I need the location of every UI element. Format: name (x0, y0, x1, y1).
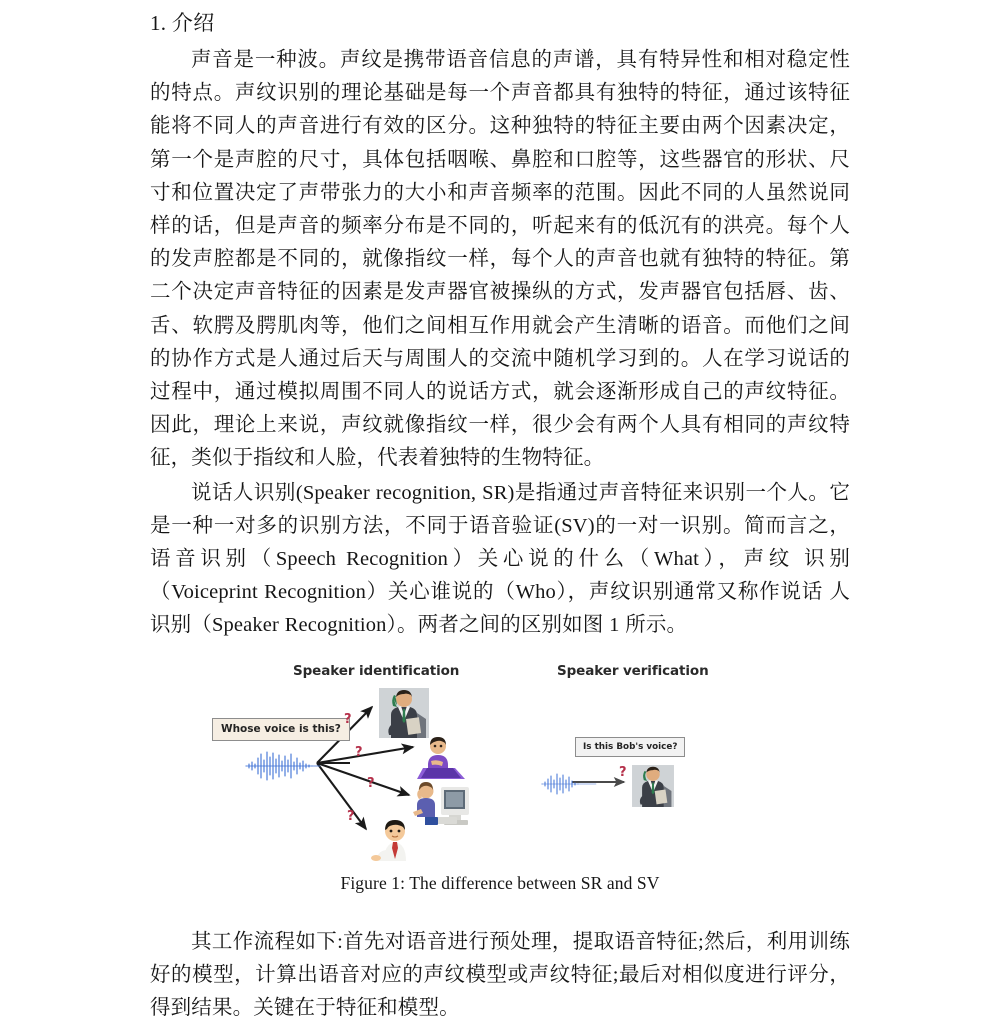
paragraph-2: 说话人识别(Speaker recognition, SR)是指通过声音特征来识别一个人。它是一种一对多的识别方法，不同于语音验证(SV)的一对一识别。简而言之，语音识别（Speech Recognition）关心说的什么（What），声纹 识别（Voiceprint Recognition）关心谁说的（Who），声纹识别通常又称作说话 人识别（Speaker Recognition）。两者之间的区别如图 1 所示。 (150, 481, 850, 637)
right-panel-title: Speaker verification (557, 662, 709, 679)
person-businessman-phone-icon (373, 685, 435, 741)
figure-1 (150, 657, 850, 896)
figure-canvas (200, 657, 800, 862)
right-panel-callout: Is this Bob's voice? (575, 737, 685, 757)
paragraph-1: 声音是一种波。声纹是携带语音信息的声谱，具有特异性和相对稳定性的特点。声纹识别的理论基础是每一个声音都具有独特的特征，通过该特征能将不同人的声音进行有效的区分。这种独特的特征主要由两个因素决定，第一个是声腔的尺寸，具体包括咽喉、鼻腔和口腔等，这些器官的形状、尺寸和位置决定了声带张力的大小和声音频率的范围。因此不同的人虽然说同样的话，但是声音的频率分布是不同的，听起来有的低沉有的洪亮。每个人的发声腔都是不同的，就像指纹一样，每个人的声音也就有独特的特征。第二个决定声音特征的因素是发声器官被操纵的方式，发声器官包括唇、齿、舌、软腭及腭肌肉等，他们之间相互作用就会产生清晰的语音。而他们之间的协作方式是人通过后天与周围人的交流中随机学习到的。人在学习说话的过程中，通过模拟周围不同人的说话方式，就会逐渐形成自己的声纹特征。因此，理论上来说，声纹就像指纹一样，很少会有两个人具有相同的声纹特征，类似于指纹和人脸，代表着独特的生物特征。 (150, 49, 850, 470)
question-mark-1: ? (344, 711, 352, 727)
waveform-right-icon (540, 772, 600, 796)
question-mark-2: ? (355, 744, 363, 760)
person-cartoon-tie-icon (367, 817, 425, 863)
question-mark-3: ? (367, 775, 375, 791)
left-panel-title: Speaker identification (293, 662, 460, 679)
question-mark-4: ? (347, 808, 355, 824)
figure-caption: Figure 1: The difference between SR and SV (340, 872, 660, 893)
section-heading: 1. 介绍 (150, 11, 215, 35)
paragraph-3: 其工作流程如下:首先对语音进行预处理，提取语音特征;然后，利用训练好的模型，计算出语音对应的声纹模型或声纹特征;最后对相似度进行评分，得到结果。关键在于特征和模型。 (150, 930, 850, 1020)
left-panel-callout: Whose voice is this? (212, 718, 350, 741)
person-laptop-icon (415, 735, 473, 781)
waveform-left-icon (244, 751, 322, 781)
person-businessman-phone-verify-icon (627, 762, 679, 810)
question-mark-5: ? (619, 764, 627, 780)
